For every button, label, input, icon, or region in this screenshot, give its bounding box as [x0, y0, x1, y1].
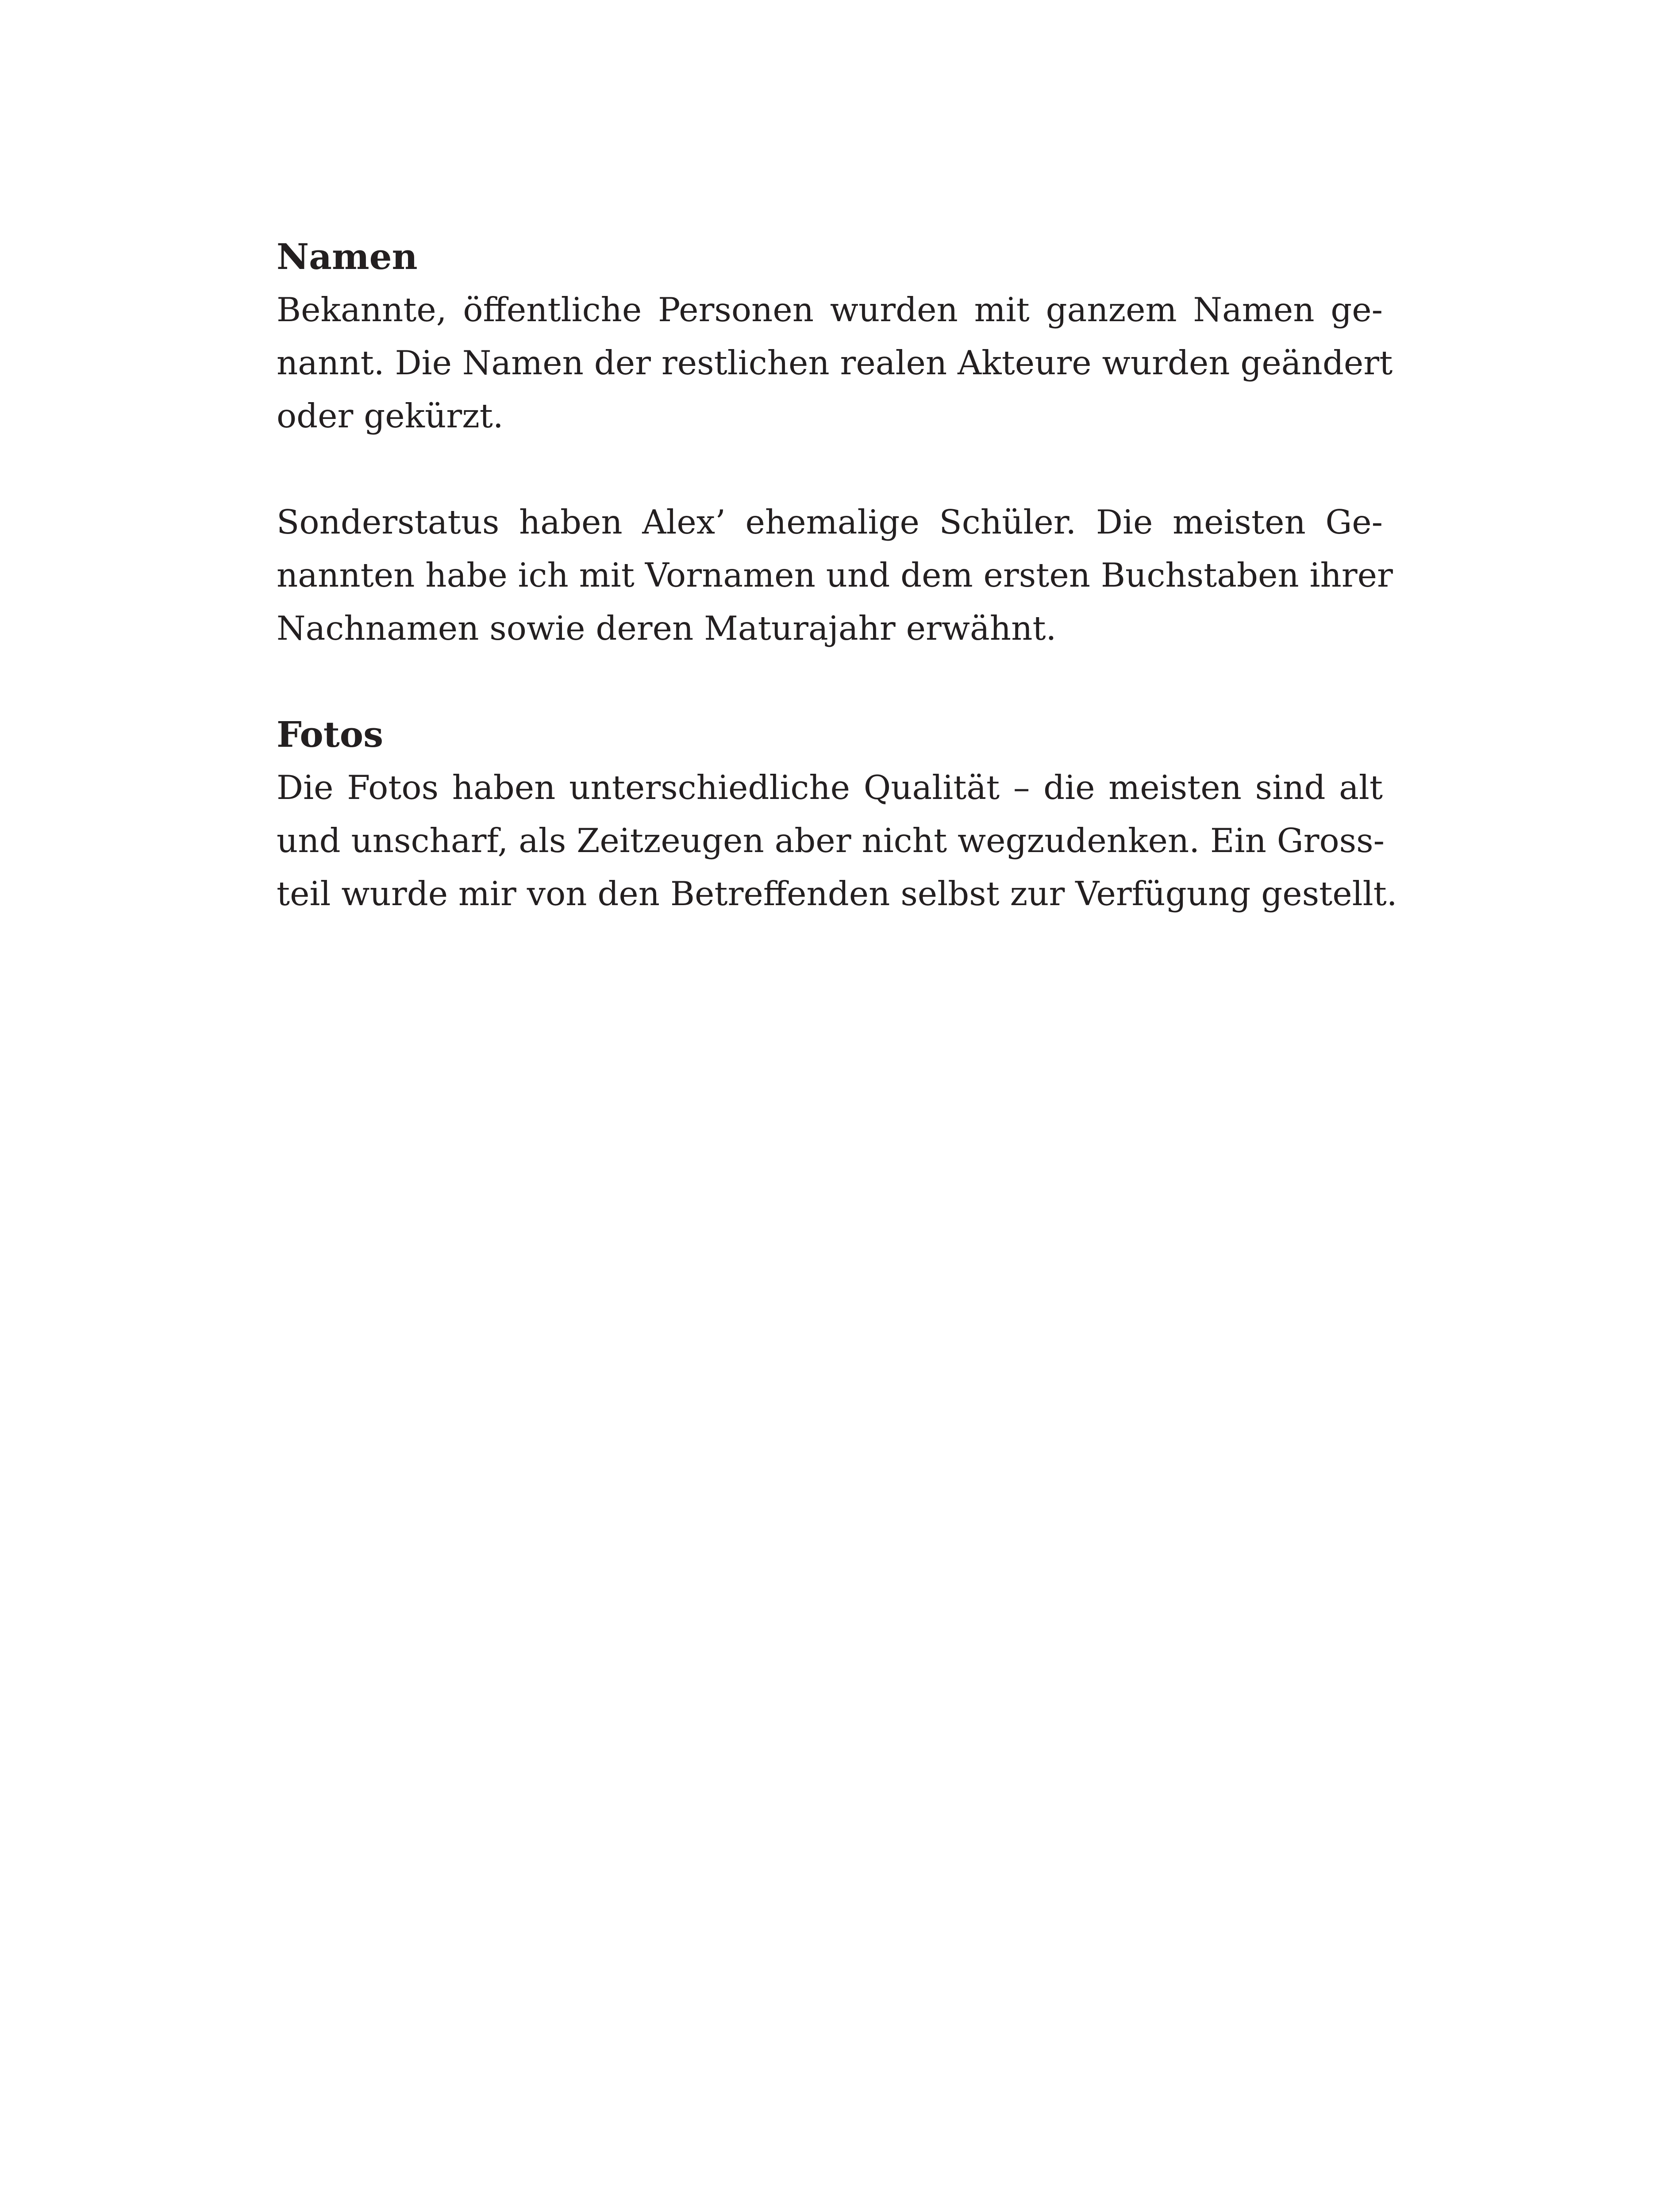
text-block [277, 230, 1397, 920]
paragraph-namen-1 [277, 283, 1393, 442]
paragraph-line: Sonderstatus haben Alex’ ehemalige Schüler. Die meisten Ge- [277, 503, 1383, 541]
paragraph-fotos-1 [277, 761, 1397, 920]
section-heading-namen: Namen [277, 236, 418, 277]
paragraph-namen-2 [277, 495, 1393, 655]
paragraph-line: teil wurde mir von den Betreffenden selbst zur Verfügung gestellt. [277, 874, 1397, 913]
section-heading-fotos: Fotos [277, 714, 384, 755]
paragraph-line: nannt. Die Namen der restlichen realen Akteure wurden geändert [277, 343, 1393, 382]
paragraph-line: und unscharf, als Zeitzeugen aber nicht wegzudenken. Ein Gross- [277, 821, 1385, 860]
paragraph-spacer [277, 442, 1383, 495]
paragraph-line: Bekannte, öffentliche Personen wurden mit ganzem Namen ge- [277, 290, 1383, 329]
paragraph-spacer [277, 655, 1383, 708]
paragraph-line: Die Fotos haben unterschiedliche Qualität – die meisten sind alt [277, 768, 1383, 807]
paragraph-line: oder gekürzt. [277, 396, 504, 435]
paragraph-line: nannten habe ich mit Vornamen und dem ersten Buchstaben ihrer [277, 556, 1393, 595]
paragraph-line: Nachnamen sowie deren Maturajahr erwähnt. [277, 609, 1057, 648]
